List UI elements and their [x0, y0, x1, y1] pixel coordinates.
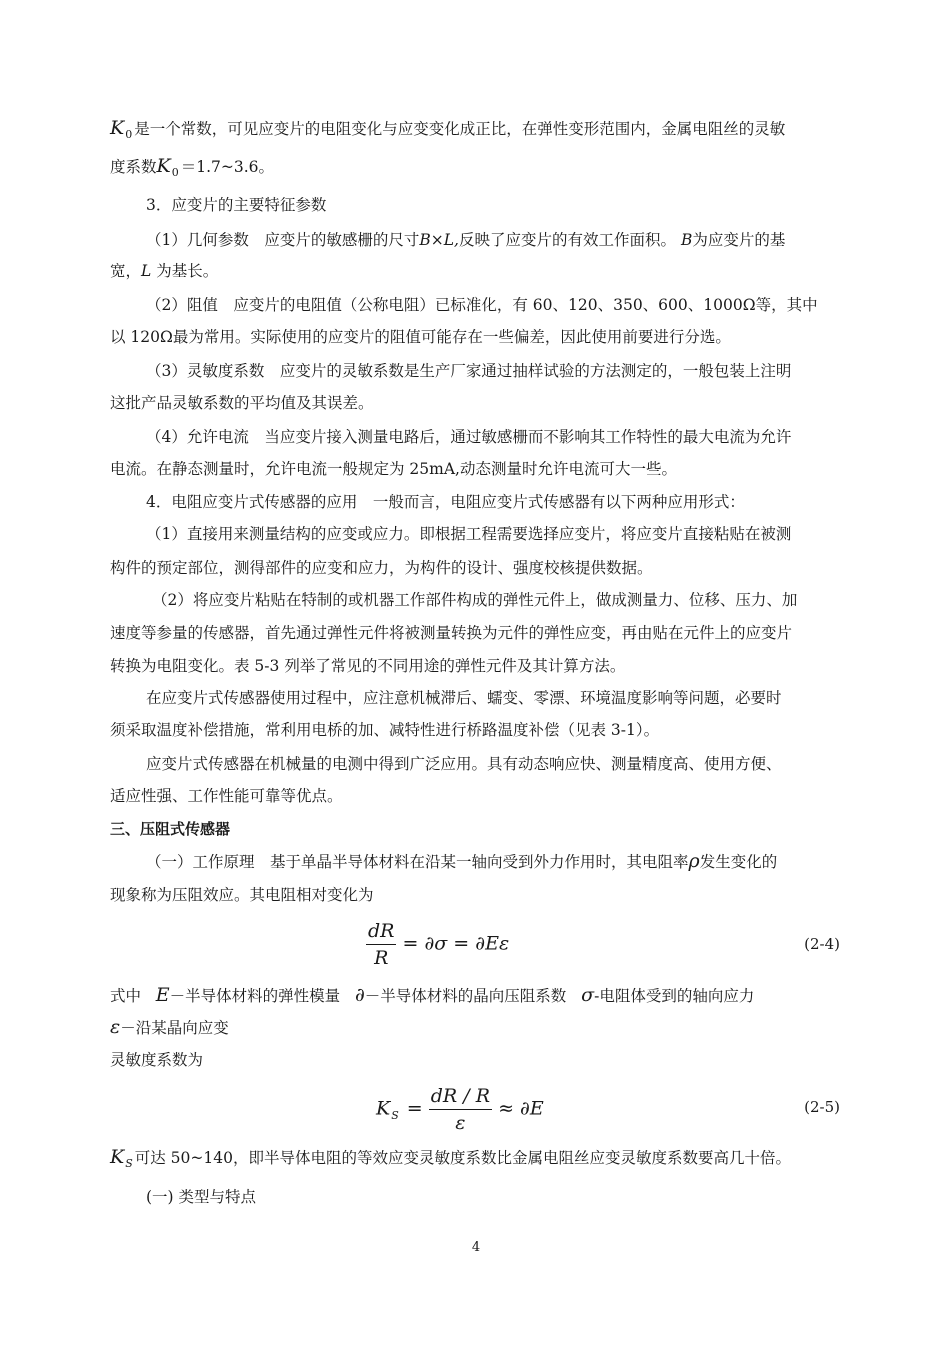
symbol-k0: $K_0$	[110, 117, 133, 141]
line-7: 以 120Ω最为常用。实际使用的应变片的阻值可能存在一些偏差，因此使用前要进行分选。	[110, 328, 731, 346]
equation-2-4: $\frac{dR}{R}$ = ∂σ = ∂Eε	[368, 920, 510, 969]
line-17: 转换为电阻变化。表 5-3 列举了常见的不同用途的弹性元件及其计算方法。	[110, 657, 626, 675]
fraction-dr-r: $\frac{dR}{R}$	[368, 920, 395, 969]
equation-number-2-5: (2-5)	[804, 1098, 840, 1116]
line-2: 度系数$K_0$ ＝1.7~3.6。	[110, 155, 275, 179]
line-4: （1）几何参数 应变片的敏感栅的尺寸B×L,反映了应变片的有效工作面积。 B为应变片的基	[146, 231, 786, 249]
line-21: 适应性强、工作性能可靠等优点。	[110, 787, 343, 805]
line-12: 4．电阻应变片式传感器的应用 一般而言，电阻应变片式传感器有以下两种应用形式：	[146, 493, 745, 511]
page-number: 4	[471, 1240, 481, 1255]
line-19: 须采取温度补偿措施，常利用电桥的加、减特性进行桥路温度补偿（见表 3-1）。	[110, 721, 660, 739]
line-8: （3）灵敏度系数 应变片的灵敏系数是生产厂家通过抽样试验的方法测定的，一般包装上注明	[146, 362, 792, 380]
equation-number-2-4: (2-4)	[804, 935, 840, 953]
line-10: （4）允许电流 当应变片接入测量电路后，通过敏感栅而不影响其工作特性的最大电流为允许	[146, 428, 792, 446]
line-6: （2）阻值 应变片的电阻值（公称电阻）已标准化，有 60、120、350、600、1000Ω等，其中	[146, 296, 818, 314]
line-18: 在应变片式传感器使用过程中，应注意机械滞后、蠕变、零漂、环境温度影响等问题，必要时	[146, 689, 782, 707]
line-26: ε－沿某晶向应变	[110, 1016, 229, 1038]
line-1: $K_0$ 是一个常数，可见应变片的电阻变化与应变变化成正比，在弹性变形范围内，金属电阻丝的灵敏	[110, 117, 786, 141]
line-11: 电流。在静态测量时，允许电流一般规定为 25mA,动态测量时允许电流可大一些。	[110, 460, 677, 478]
line-3: 3．应变片的主要特征参数	[146, 196, 327, 214]
line-28: $K_S$ 可达 50~140，即半导体电阻的等效应变灵敏度系数比金属电阻丝应变灵敏度系数要高几十倍。	[110, 1146, 791, 1170]
line-16: 速度等参量的传感器，首先通过弹性元件将被测量转换为元件的弹性应变，再由贴在元件上的应变片	[110, 624, 793, 642]
line-25: 式中 E－半导体材料的弹性模量 ∂－半导体材料的晶向压阻系数 σ-电阻体受到的轴向应力	[110, 984, 755, 1006]
line-15: （2）将应变片粘贴在特制的或机器工作部件构成的弹性元件上，做成测量力、位移、压力、加	[152, 591, 798, 609]
line-9: 这批产品灵敏系数的平均值及其误差。	[110, 394, 374, 412]
section-heading: 三、压阻式传感器	[110, 820, 231, 838]
fraction-dr-over-r-over-eps: $\frac{dR / R}{\varepsilon}$	[430, 1085, 491, 1134]
line-29: (一) 类型与特点	[146, 1188, 257, 1206]
symbol-k0: $K_0$	[156, 155, 179, 179]
line-20: 应变片式传感器在机械量的电测中得到广泛应用。具有动态响应快、测量精度高、使用方便、	[146, 755, 782, 773]
symbol-ks: $K_S$	[110, 1146, 133, 1170]
line-5: 宽，L 为基长。	[110, 262, 219, 280]
line-23: （一）工作原理 基于单晶半导体材料在沿某一轴向受到外力作用时，其电阻率ρ发生变化的	[146, 850, 778, 872]
line-14: 构件的预定部位，测得部件的应变和应力，为构件的设计、强度校核提供数据。	[110, 559, 653, 577]
equation-2-5: $K_S$ = $\frac{dR / R}{\varepsilon}$ ≈ ∂E	[376, 1085, 544, 1134]
line-13: （1）直接用来测量结构的应变或应力。即根据工程需要选择应变片，将应变片直接粘贴在被测	[146, 525, 792, 543]
line-27: 灵敏度系数为	[110, 1051, 204, 1069]
line-24: 现象称为压阻效应。其电阻相对变化为	[110, 886, 374, 904]
